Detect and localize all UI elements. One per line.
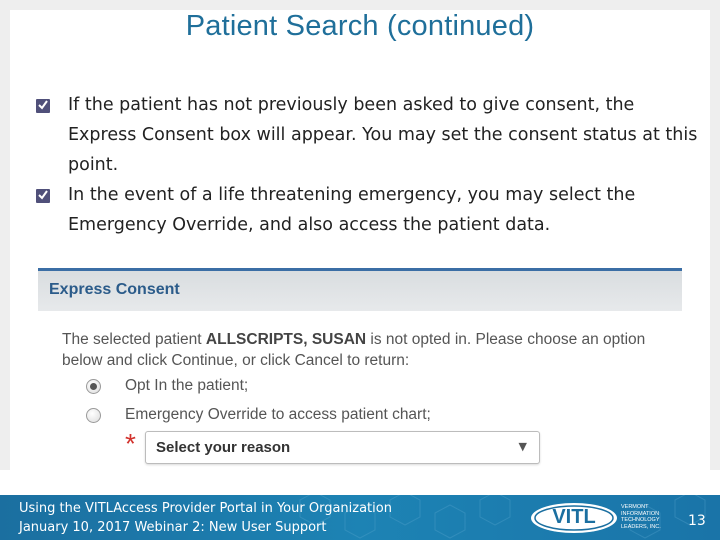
bullet-text: In the event of a life threatening emergency, you may select the Emergency Override, and also access the patient data. — [68, 185, 636, 235]
logo-subtitle — [621, 504, 675, 530]
page-number: 13 — [688, 513, 706, 529]
reason-select-value: Select your reason — [156, 439, 291, 456]
required-asterisk: * — [125, 428, 136, 459]
chevron-down-icon: ▼ — [518, 440, 527, 453]
consent-message-prefix: The selected patient — [62, 331, 206, 348]
bullet-item — [36, 90, 706, 180]
opt-in-radio[interactable] — [86, 379, 101, 394]
bullet-text: If the patient has not previously been asked to give consent, the Express Consent box will appear. You may set the consent status at this point. — [68, 95, 698, 175]
logo-subtitle-line: INFORMATION — [621, 510, 660, 517]
footer-line-2: January 10, 2017 Webinar 2: New User Support — [19, 520, 327, 535]
express-consent-header — [38, 268, 682, 311]
slide-canvas — [10, 10, 710, 470]
reason-select[interactable] — [145, 431, 540, 464]
emergency-override-label[interactable]: Emergency Override to access patient chart; — [125, 406, 431, 423]
footer-caption — [19, 499, 392, 537]
consent-message-suffix: is not opted in. Please choose an option below and click Continue, or click Cancel to return: — [62, 331, 646, 369]
bullet-item — [36, 180, 706, 240]
slide-title: Patient Search (continued) — [185, 10, 535, 42]
checkbox-bullet-icon — [36, 99, 50, 113]
footer-bar — [0, 495, 720, 540]
emergency-override-radio[interactable] — [86, 408, 101, 423]
logo-subtitle-line: TECHNOLOGY — [621, 517, 660, 523]
bullet-list — [36, 90, 706, 240]
vitl-logo — [530, 502, 618, 534]
logo-subtitle-line: LEADERS, INC. — [621, 523, 661, 530]
checkbox-bullet-icon — [36, 189, 50, 203]
opt-in-label[interactable]: Opt In the patient; — [125, 377, 249, 394]
logo-text: VITL — [552, 506, 596, 528]
footer-line-1: Using the VITLAccess Provider Portal in Your Organization — [19, 501, 392, 516]
express-consent-title: Express Consent — [49, 281, 180, 298]
patient-name: ALLSCRIPTS, SUSAN — [205, 331, 367, 348]
consent-message — [62, 329, 682, 371]
logo-subtitle-line: VERMONT — [621, 504, 649, 510]
